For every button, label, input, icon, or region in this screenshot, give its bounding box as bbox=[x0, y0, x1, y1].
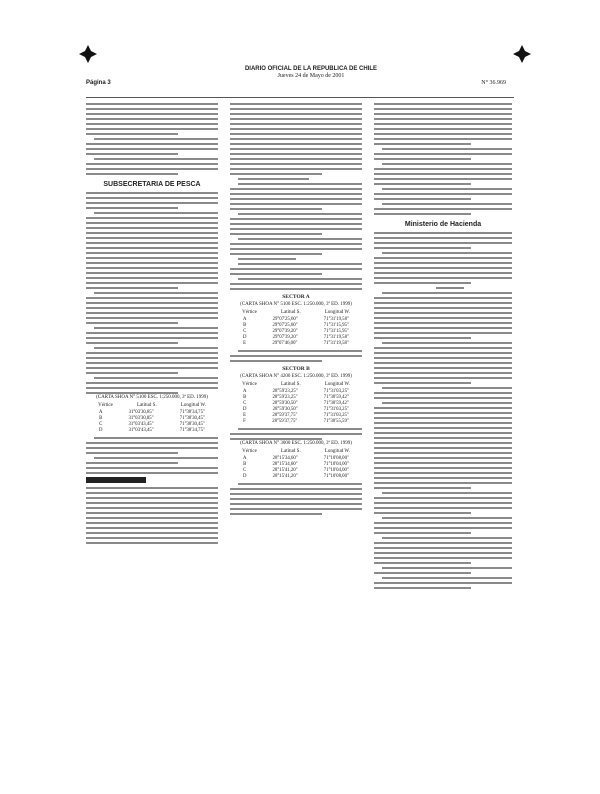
col-header: Latitud S. bbox=[136, 403, 157, 408]
table-title: (CARTA SHOA N° 3000 ESC. 1:250.000, 3ª ED. 1999) bbox=[240, 441, 352, 446]
header-center bbox=[216, 66, 406, 80]
publication-date: Jueves 24 de Mayo de 2001 bbox=[277, 73, 345, 79]
cell: F bbox=[243, 419, 246, 424]
cell: 71°30'59,42" bbox=[323, 395, 349, 400]
table-header bbox=[86, 403, 218, 408]
text-block bbox=[86, 437, 218, 464]
cell: B bbox=[99, 416, 103, 421]
cell: 71°10'04,00" bbox=[323, 462, 349, 467]
cell: D bbox=[243, 407, 247, 412]
cell: B bbox=[243, 462, 247, 467]
text-block bbox=[230, 103, 362, 290]
text-block bbox=[230, 483, 362, 515]
cell: 28°59'23,25" bbox=[272, 389, 298, 394]
cell: D bbox=[243, 335, 247, 340]
col-header: Latitud S. bbox=[280, 382, 301, 387]
text-block bbox=[86, 192, 218, 394]
cell: 71°31'03,25" bbox=[323, 389, 349, 394]
col-header: Longitud W. bbox=[180, 403, 206, 408]
text-block bbox=[374, 103, 512, 215]
cell: 31°03'43,45" bbox=[128, 428, 154, 433]
text-block bbox=[230, 350, 362, 362]
cell: D bbox=[99, 428, 103, 433]
cell: 28°59'30,50" bbox=[272, 407, 298, 412]
publication-title: DIARIO OFICIAL DE LA REPUBLICA DE CHILE bbox=[244, 66, 378, 72]
cell: A bbox=[243, 389, 247, 394]
cell: 71°31'19,58" bbox=[323, 335, 349, 340]
cell: 71°38'34,75" bbox=[179, 428, 205, 433]
col-header: Longitud W. bbox=[324, 449, 350, 454]
cell: 29°07'25,60" bbox=[272, 323, 298, 328]
cell: 29°07'39,20" bbox=[272, 335, 298, 340]
column-3 bbox=[374, 100, 512, 780]
running-header bbox=[86, 66, 506, 96]
cell: 71°31'19,58" bbox=[323, 341, 349, 346]
cell: 28°15'34,60" bbox=[272, 462, 298, 467]
cell: 71°31'03,25" bbox=[323, 413, 349, 418]
registration-mark-icon bbox=[512, 44, 532, 64]
cell: 71°10'08,00" bbox=[323, 474, 349, 479]
table-title: SECTOR A bbox=[282, 294, 310, 300]
text-block bbox=[374, 232, 512, 589]
cell: E bbox=[243, 341, 247, 346]
table-subtitle: (CARTA SHOA N° 4200 ESC. 1:250.000, 3ª ED. 1999) bbox=[240, 374, 352, 379]
cell: 71°38'34,75" bbox=[179, 410, 205, 415]
cell: 71°31'19,58" bbox=[323, 317, 349, 322]
cell: C bbox=[243, 468, 247, 473]
table-header bbox=[230, 449, 362, 454]
table-title: (CARTA SHOA N° 5100 ESC. 1:250.000, 3ª ED. 1999) bbox=[96, 395, 208, 400]
table-row bbox=[230, 341, 362, 347]
table-title: SECTOR B bbox=[282, 366, 310, 372]
section-heading: Ministerio de Hacienda bbox=[404, 221, 482, 228]
cell: 29°07'25,60" bbox=[272, 317, 298, 322]
table-header bbox=[230, 310, 362, 315]
cell: 28°59'30,50" bbox=[272, 401, 298, 406]
cell: A bbox=[99, 410, 103, 415]
cell: 71°30'55,59" bbox=[323, 419, 349, 424]
cell: A bbox=[243, 456, 247, 461]
text-block bbox=[86, 103, 218, 175]
cell: 28°15'41,20" bbox=[272, 474, 298, 479]
cell: C bbox=[99, 422, 103, 427]
col-header: Vértice bbox=[98, 403, 113, 408]
table-row bbox=[230, 419, 362, 425]
page-label: Página 3 bbox=[86, 80, 111, 86]
cell: 31°03'30,85" bbox=[128, 410, 154, 415]
cell: 71°31'03,25" bbox=[323, 407, 349, 412]
cell: 71°30'59,42" bbox=[323, 401, 349, 406]
cell: 28°15'34,60" bbox=[272, 456, 298, 461]
cell: 29°07'39,20" bbox=[272, 329, 298, 334]
cell: 71°10'08,00" bbox=[323, 456, 349, 461]
cell: 31°03'30,85" bbox=[128, 416, 154, 421]
col-header: Vértice bbox=[242, 382, 257, 387]
cell: 71°10'04,00" bbox=[323, 468, 349, 473]
table-header bbox=[230, 382, 362, 387]
col-header: Longitud W. bbox=[324, 310, 350, 315]
cell: 71°38'30,45" bbox=[179, 416, 205, 421]
cell: 28°59'37,75" bbox=[272, 413, 298, 418]
cell: 71°31'15,95" bbox=[323, 329, 349, 334]
column-2 bbox=[230, 100, 362, 780]
cell: D bbox=[243, 474, 247, 479]
cell: B bbox=[243, 395, 247, 400]
cell: 71°31'15,95" bbox=[323, 323, 349, 328]
header-rule bbox=[86, 97, 514, 98]
col-header: Vértice bbox=[242, 449, 257, 454]
col-header: Latitud S. bbox=[280, 449, 301, 454]
table-row bbox=[86, 428, 218, 434]
issue-number: N° 36.969 bbox=[481, 80, 506, 86]
cell: 29°07'46,00" bbox=[272, 341, 298, 346]
cell: 28°15'41,20" bbox=[272, 468, 298, 473]
redaction-mark bbox=[86, 477, 146, 483]
column-1 bbox=[86, 100, 218, 780]
registration-mark-icon bbox=[78, 44, 98, 64]
cell: 28°59'23,25" bbox=[272, 395, 298, 400]
cell: C bbox=[243, 329, 247, 334]
cell: 28°59'37,75" bbox=[272, 419, 298, 424]
section-heading: SUBSECRETARIA DE PESCA bbox=[103, 181, 201, 188]
table-subtitle: (CARTA SHOA N° 5100 ESC. 1:250.000, 3ª ED. 1999) bbox=[240, 302, 352, 307]
cell: 31°03'43,45" bbox=[128, 422, 154, 427]
table-row bbox=[230, 474, 362, 480]
col-header: Longitud W. bbox=[324, 382, 350, 387]
cell: A bbox=[243, 317, 247, 322]
col-header: Vértice bbox=[242, 310, 257, 315]
col-header: Latitud S. bbox=[280, 310, 301, 315]
cell: E bbox=[243, 413, 247, 418]
text-block bbox=[86, 467, 218, 544]
text-block bbox=[230, 428, 362, 440]
cell: B bbox=[243, 323, 247, 328]
cell: 71°38'30,45" bbox=[179, 422, 205, 427]
cell: C bbox=[243, 401, 247, 406]
